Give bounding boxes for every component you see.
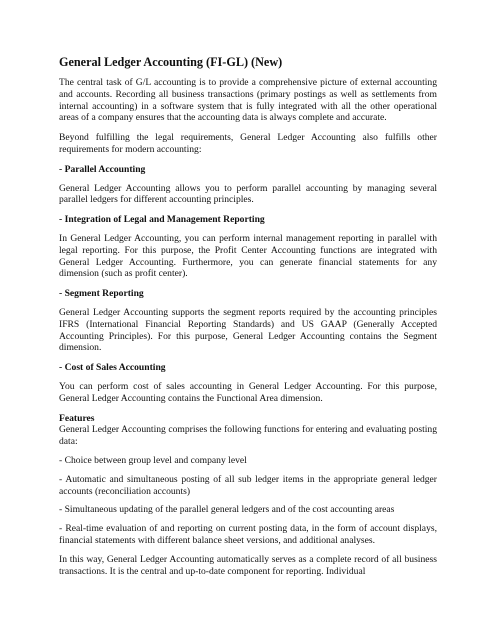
- section-heading-parallel-accounting: - Parallel Accounting: [59, 163, 146, 175]
- features-heading: Features: [59, 412, 95, 424]
- section-body-parallel-accounting: General Ledger Accounting allows you to perform parallel accounting by managing several parallel ledgers for different accounting principles.: [59, 182, 437, 206]
- document-title: General Ledger Accounting (FI-GL) (New): [59, 55, 283, 69]
- feature-item: - Automatic and simultaneous posting of all sub ledger items in the appropriate general ledger accounts (reconciliation accounts): [59, 473, 437, 497]
- feature-item: - Choice between group level and company level: [59, 454, 247, 466]
- section-heading-segment-reporting: - Segment Reporting: [59, 288, 144, 300]
- closing-paragraph: In this way, General Ledger Accounting automatically serves as a complete record of all business transactions. It is the central and up-to-date component for reporting. Individual: [59, 553, 437, 577]
- feature-item: - Real-time evaluation of and reporting on current posting data, in the form of account displays, financial statements with different balance sheet versions, and additional analyses.: [59, 523, 437, 546]
- section-body-integration-reporting: In General Ledger Accounting, you can perform internal management reporting in parallel with legal reporting. For this purpose, the Profit Center Accounting functions are integrated with General Ledger Accounting. Furthermore, you can generate financial statements for any dimension (such as profit center).: [59, 232, 437, 280]
- feature-item: - Simultaneous updating of the parallel general ledgers and of the cost accounting areas: [59, 504, 395, 516]
- section-body-segment-reporting: General Ledger Accounting supports the segment reports required by the accounting principles IFRS (International Financial Reporting Standards) and US GAAP (Generally Accepted Accounting Principles). For this purpose, General Ledger Accounting contains the Segment dimension.: [59, 306, 437, 354]
- section-heading-integration-reporting: - Integration of Legal and Management Reporting: [59, 214, 265, 226]
- document-body: [59, 55, 437, 585]
- section-body-cost-of-sales: You can perform cost of sales accounting in General Ledger Accounting. For this purpose, General Ledger Accounting contains the Functional Area dimension.: [59, 380, 437, 404]
- features-intro: General Ledger Accounting comprises the following functions for entering and evaluating posting data:: [59, 424, 437, 448]
- beyond-paragraph: Beyond fulfilling the legal requirements, General Ledger Accounting also fulfills other requirements for modern accounting:: [59, 132, 437, 155]
- intro-paragraph: The central task of G/L accounting is to provide a comprehensive picture of external accounting and accounts. Recording all business transactions (primary postings as well as settlements from internal accounting) in a software system that is fully integrated with all the other operational areas of a company ensures that the accounting data is always complete and accurate.: [59, 77, 437, 124]
- section-heading-cost-of-sales: - Cost of Sales Accounting: [59, 362, 166, 374]
